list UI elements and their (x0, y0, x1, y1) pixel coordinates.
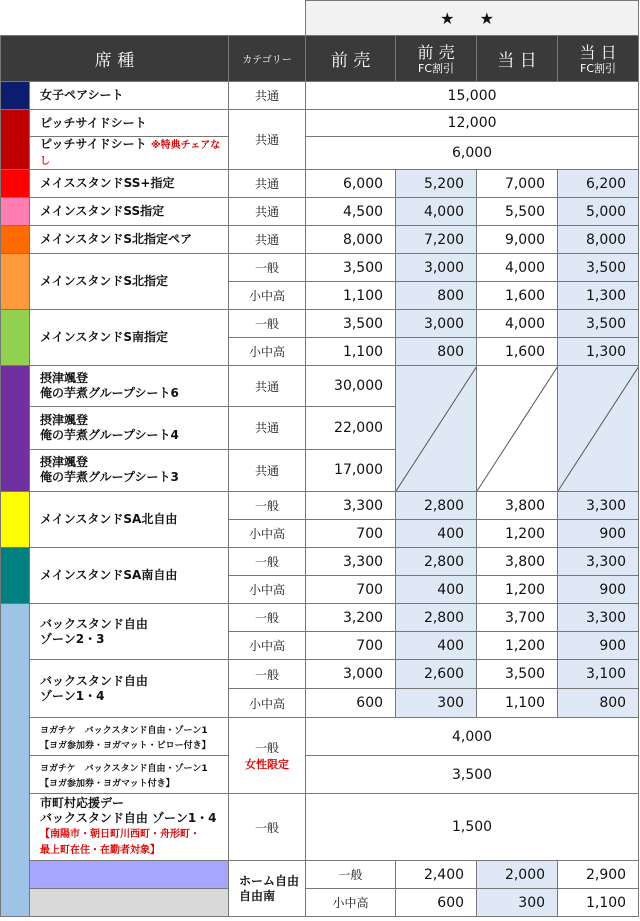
price-sameday: 3,700 (477, 604, 558, 632)
price: 15,000 (306, 82, 639, 110)
advance-header: 前 売 (306, 36, 396, 82)
seat-name: ホーム自由 自由南 (229, 861, 306, 917)
price-advance-fc: 2,000 (477, 861, 558, 889)
not-available-cell (396, 366, 477, 492)
seat-name: メイススタンドSS+指定 (30, 170, 229, 198)
price-advance: 3,500 (306, 310, 396, 338)
price-advance-fc: 800 (396, 338, 477, 366)
table-row (1, 82, 639, 110)
price-advance-fc: 800 (396, 282, 477, 310)
seat-name: バックスタンド自由 ゾーン2・3 (30, 604, 229, 660)
price-sameday: 1,200 (477, 576, 558, 604)
price-advance-fc: 5,200 (396, 170, 477, 198)
price: 3,500 (306, 756, 639, 794)
color-swatch (1, 110, 30, 170)
price-advance: 600 (306, 689, 396, 718)
table-row (1, 492, 639, 520)
price-advance-fc: 400 (396, 520, 477, 548)
price: 12,000 (306, 110, 639, 137)
price-advance: 22,000 (306, 407, 396, 449)
seat-name: 摂津颯登 俺の芋煮グループシート6 (30, 366, 229, 407)
women-only-note: 女性限定 (245, 758, 290, 771)
category: 一般 (229, 254, 306, 282)
price-sameday-fc: 3,300 (558, 548, 639, 576)
seat-name: ピッチサイドシート ※特典チェアなし (30, 137, 229, 170)
price-advance: 3,500 (306, 254, 396, 282)
price-sameday-fc: 900 (558, 576, 639, 604)
price-sameday: 1,200 (477, 632, 558, 660)
price: 1,500 (306, 794, 639, 861)
table-row (1, 226, 639, 254)
price-advance: 1,100 (306, 338, 396, 366)
price-advance-fc: 2,800 (396, 492, 477, 520)
price-sameday: 1,600 (477, 282, 558, 310)
color-swatch (1, 492, 30, 548)
table-row (1, 137, 639, 170)
category: 共通 (229, 366, 306, 407)
price-sameday-fc: 900 (558, 520, 639, 548)
seat-name: メインスタンドS北指定 (30, 254, 229, 310)
category: 共通 (229, 82, 306, 110)
price-advance-fc: 300 (396, 689, 477, 718)
category: 一般 (229, 548, 306, 576)
price-sameday-fc: 3,500 (558, 254, 639, 282)
seat-name: メインスタンドSA南自由 (30, 548, 229, 604)
seat-name: ヨガチケ バックスタンド自由・ゾーン1 【ヨガ参加券・ヨガマット・ピロー付き】 (30, 718, 229, 756)
price-advance-fc: 3,000 (396, 310, 477, 338)
color-swatch (1, 226, 30, 254)
color-swatch (1, 198, 30, 226)
price-advance: 600 (396, 889, 477, 917)
price-sameday: 1,600 (477, 338, 558, 366)
category: 一般 (229, 310, 306, 338)
price-advance: 8,000 (306, 226, 396, 254)
advance-fc-header: 前 売 FC割引 (396, 36, 477, 82)
note: ※特典チェアなし (40, 140, 221, 167)
price-advance-fc: 4,000 (396, 198, 477, 226)
price-advance: 3,300 (306, 548, 396, 576)
category: 小中高 (229, 338, 306, 366)
price-advance-fc: 400 (396, 576, 477, 604)
price-sameday: 3,800 (477, 548, 558, 576)
price-advance: 2,400 (396, 861, 477, 889)
price-sameday: 3,800 (477, 492, 558, 520)
table-row (1, 366, 639, 407)
category: 一般 (306, 861, 396, 889)
table-row (1, 889, 639, 917)
price-advance: 17,000 (306, 449, 396, 491)
price: 6,000 (306, 137, 639, 170)
price-sameday: 1,100 (477, 689, 558, 718)
table-row (1, 861, 639, 889)
seat-name: メインスタンドS北指定ペア (30, 226, 229, 254)
color-swatch (30, 861, 229, 889)
seat-name: メインスタンドS南指定 (30, 310, 229, 366)
price-advance-fc: 400 (396, 632, 477, 660)
table-row (1, 548, 639, 576)
price-sameday: 4,000 (477, 254, 558, 282)
price-sameday-fc: 900 (558, 632, 639, 660)
table-row (1, 110, 639, 137)
table-row (1, 198, 639, 226)
not-available-cell (558, 366, 639, 492)
category: 一般 (229, 492, 306, 520)
seat-name: 摂津颯登 俺の芋煮グループシート4 (30, 407, 229, 449)
seat-name: 摂津颯登 俺の芋煮グループシート3 (30, 449, 229, 491)
price-sameday: 2,900 (558, 861, 639, 889)
price-sameday: 9,000 (477, 226, 558, 254)
category: 一般 (229, 794, 306, 861)
price-sameday-fc: 3,300 (558, 604, 639, 632)
color-swatch (1, 170, 30, 198)
category: 一般 (229, 604, 306, 632)
price-advance-fc: 3,000 (396, 254, 477, 282)
price-advance-fc: 2,600 (396, 660, 477, 689)
seat-name: ヨガチケ バックスタンド自由・ゾーン1 【ヨガ参加券・ヨガマット付き】 (30, 756, 229, 794)
sameday-header: 当 日 (477, 36, 558, 82)
sameday-fc-header: 当 日 FC割引 (558, 36, 639, 82)
color-swatch (30, 889, 229, 917)
price-sameday-fc: 3,300 (558, 492, 639, 520)
color-swatch (1, 548, 30, 604)
price-advance: 1,100 (306, 282, 396, 310)
price-advance-fc: 2,800 (396, 548, 477, 576)
price-sameday-fc: 3,500 (558, 310, 639, 338)
price-advance: 3,000 (306, 660, 396, 689)
price-advance: 3,200 (306, 604, 396, 632)
stars-header: ★ ★ (306, 1, 639, 36)
seat-name: 市町村応援デー バックスタンド自由 ゾーン1・4 【南陽市・朝日町川西町・舟形町・ 最上町在住・在勤者対象】 (30, 794, 229, 861)
price: 4,000 (306, 718, 639, 756)
price-advance: 700 (306, 520, 396, 548)
seat-name: メインスタンドSS指定 (30, 198, 229, 226)
price-sameday: 4,000 (477, 310, 558, 338)
category: 一般 女性限定 (229, 718, 306, 794)
category: 共通 (229, 170, 306, 198)
category: 小中高 (229, 282, 306, 310)
color-swatch (1, 366, 30, 492)
price-advance: 6,000 (306, 170, 396, 198)
category: 共通 (229, 449, 306, 491)
price-sameday-fc: 800 (558, 689, 639, 718)
table-row (1, 660, 639, 689)
color-swatch (1, 254, 30, 310)
category: 共通 (229, 110, 306, 170)
table-row (1, 310, 639, 338)
price-sameday: 1,200 (477, 520, 558, 548)
price-advance: 700 (306, 632, 396, 660)
seat-header: 席 種 (1, 36, 229, 82)
price-advance: 3,300 (306, 492, 396, 520)
seat-name: ピッチサイドシート (30, 110, 229, 137)
table-row (1, 170, 639, 198)
category: 共通 (229, 407, 306, 449)
table-row (1, 794, 639, 861)
price-advance-fc: 300 (477, 889, 558, 917)
category: 小中高 (229, 576, 306, 604)
table-row (1, 718, 639, 756)
not-available-cell (477, 366, 558, 492)
price-advance: 700 (306, 576, 396, 604)
price-advance-fc: 7,200 (396, 226, 477, 254)
price-sameday-fc: 3,100 (558, 660, 639, 689)
price-sameday: 7,000 (477, 170, 558, 198)
category: 小中高 (229, 632, 306, 660)
color-swatch (1, 82, 30, 110)
color-swatch (1, 310, 30, 366)
price-sameday: 3,500 (477, 660, 558, 689)
price-sameday-fc: 6,200 (558, 170, 639, 198)
category: 小中高 (306, 889, 396, 917)
price-sameday-fc: 1,300 (558, 282, 639, 310)
price-sameday-fc: 1,300 (558, 338, 639, 366)
price-advance: 4,500 (306, 198, 396, 226)
blank-corner (1, 1, 306, 36)
category-header: カテゴリー (229, 36, 306, 82)
category: 共通 (229, 198, 306, 226)
price-advance: 30,000 (306, 366, 396, 407)
seat-name: メインスタンドSA北自由 (30, 492, 229, 548)
price-advance-fc: 2,800 (396, 604, 477, 632)
category: 小中高 (229, 689, 306, 718)
category: 一般 (229, 660, 306, 689)
price-sameday-fc: 8,000 (558, 226, 639, 254)
table-row (1, 254, 639, 282)
price-sameday-fc: 5,000 (558, 198, 639, 226)
table-row (1, 604, 639, 632)
category: 共通 (229, 226, 306, 254)
seat-name: バックスタンド自由 ゾーン1・4 (30, 660, 229, 718)
table-row (1, 756, 639, 794)
seat-name: 女子ペアシート (30, 82, 229, 110)
category: 小中高 (229, 520, 306, 548)
price-sameday: 1,100 (558, 889, 639, 917)
price-sameday: 5,500 (477, 198, 558, 226)
color-swatch (1, 604, 30, 917)
